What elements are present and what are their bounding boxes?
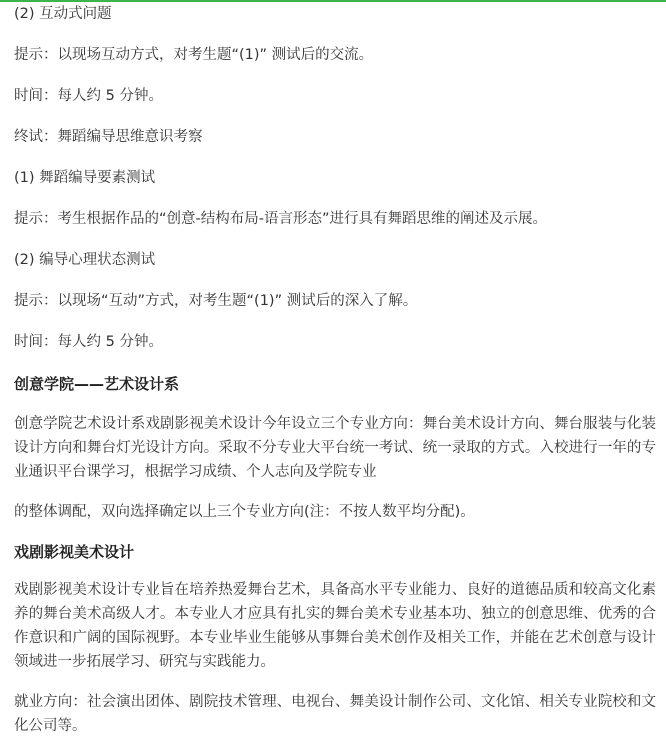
- article-content: [14, 0, 656, 738]
- final-item-2-hint: 提示：以现场“互动”方式，对考生题“(1)” 测试后的深入了解。: [14, 293, 418, 309]
- q2-hint: 提示：以现场互动方式，对考生题“(1)” 测试后的交流。: [14, 47, 374, 63]
- q2-title: (2) 互动式问题: [14, 6, 112, 22]
- final-item-1-title: (1) 舞蹈编导要素测试: [14, 170, 156, 186]
- drama-section-heading: 戏剧影视美术设计: [14, 543, 135, 561]
- creative-section-heading: 创意学院——艺术设计系: [14, 375, 180, 393]
- creative-section-paragraph: 创意学院艺术设计系戏剧影视美术设计今年设立三个专业方向：舞台美术设计方向、舞台服装与化装设计方向和舞台灯光设计方向。采取不分专业大平台统一考试、统一录取的方式。入校进行一年的专业通识平台课学习，根据学习成绩、个人志向及学院专业: [14, 416, 656, 480]
- final-item-1-hint: 提示：考生根据作品的“创意-结构布局-语言形态”进行具有舞蹈思维的阐述及示展。: [14, 211, 547, 227]
- final-round-title: 终试：舞蹈编导思维意识考察: [14, 129, 203, 145]
- drama-section-paragraph: 戏剧影视美术设计专业旨在培养热爱舞台艺术，具备高水平专业能力、良好的道德品质和较高文化素养的舞台美术高级人才。本专业人才应具有扎实的舞台美术专业基本功、独立的创意思维、优秀的合作意识和广阔的国际视野。本专业毕业生能够从事舞台美术创作及相关工作，并能在艺术创意与设计领域进一步拓展学习、研究与实践能力。: [14, 582, 656, 670]
- q2-time: 时间：每人约 5 分钟。: [14, 88, 163, 104]
- employment-paragraph: 就业方向：社会演出团体、剧院技术管理、电视台、舞美设计制作公司、文化馆、相关专业院校和文化公司等。: [14, 694, 656, 734]
- creative-section-paragraph-continued: 的整体调配，双向选择确定以上三个专业方向(注：不按人数平均分配)。: [14, 504, 475, 520]
- final-item-2-time: 时间：每人约 5 分钟。: [14, 334, 163, 350]
- final-item-2-title: (2) 编导心理状态测试: [14, 252, 156, 268]
